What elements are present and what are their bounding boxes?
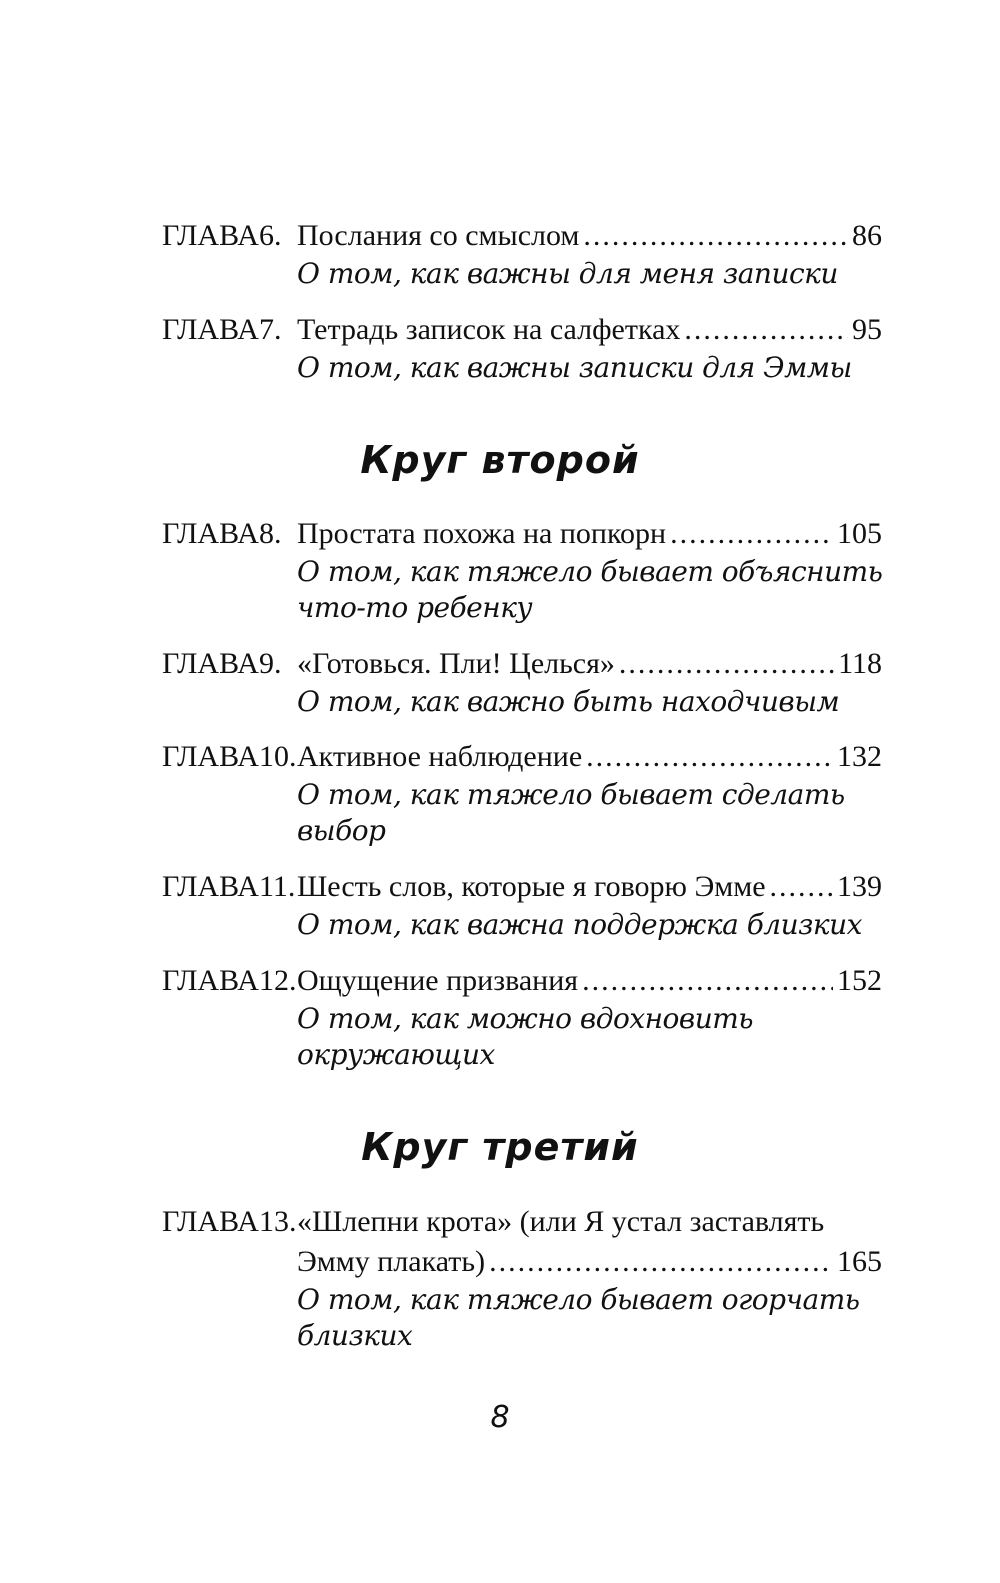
toc-entry	[162, 310, 882, 350]
page-ref: 139	[837, 870, 882, 903]
leader-dots	[583, 216, 848, 256]
chapter-title: Активное наблюдение	[297, 740, 583, 773]
chapter-number: 12.	[259, 964, 297, 997]
chapter-title: Послания со смыслом	[297, 219, 580, 252]
chapter-label: ГЛАВА	[162, 313, 259, 346]
chapter-subtitle: выбор	[297, 814, 386, 847]
leader-dots	[582, 961, 833, 1001]
toc-entry	[162, 514, 882, 554]
toc-entry	[162, 216, 882, 256]
chapter-subtitle: О том, как важно быть находчивым	[297, 685, 840, 718]
chapter-number: 6.	[259, 219, 282, 252]
chapter-number: 10.	[259, 740, 297, 773]
chapter-label: ГЛАВА	[162, 219, 259, 252]
page-ref: 165	[837, 1245, 882, 1278]
toc-entry	[162, 1202, 882, 1242]
chapter-number: 13.	[259, 1205, 297, 1238]
page-ref: 95	[852, 313, 882, 346]
chapter-number: 11.	[259, 870, 296, 903]
chapter-title: «Готовься. Пли! Целься»	[297, 647, 615, 680]
leader-dots	[489, 1242, 833, 1282]
chapter-label: ГЛАВА	[162, 740, 259, 773]
page-ref: 132	[837, 740, 882, 773]
chapter-subtitle: О том, как тяжело бывает огорчать	[297, 1283, 860, 1316]
leader-dots	[586, 737, 833, 777]
chapter-subtitle: окружающих	[297, 1038, 495, 1071]
leader-dots	[684, 310, 848, 350]
chapter-label: ГЛАВА	[162, 964, 259, 997]
chapter-label: ГЛАВА	[162, 647, 259, 680]
leader-dots	[670, 514, 833, 554]
chapter-number: 7.	[259, 313, 282, 346]
chapter-subtitle: близких	[297, 1319, 413, 1352]
toc-entry	[162, 867, 882, 907]
toc-entry	[162, 737, 882, 777]
chapter-subtitle: что-то ребенку	[297, 591, 533, 624]
chapter-label: ГЛАВА	[162, 517, 259, 550]
page-ref: 86	[852, 219, 882, 252]
chapter-title: Тетрадь записок на салфетках	[297, 313, 681, 346]
section-heading: Круг второй	[360, 438, 640, 482]
chapter-label: ГЛАВА	[162, 1205, 259, 1238]
leader-dots	[619, 644, 834, 684]
chapter-subtitle: О том, как важны записки для Эммы	[297, 351, 852, 384]
chapter-subtitle: О том, как важны для меня записки	[297, 257, 838, 290]
chapter-subtitle: О том, как тяжело бывает сделать	[297, 778, 845, 811]
toc-entry-continued	[162, 1242, 882, 1282]
toc-entry	[162, 961, 882, 1001]
chapter-number: 9.	[259, 647, 282, 680]
chapter-title: Шесть слов, которые я говорю Эмме	[297, 870, 766, 903]
page-ref: 152	[837, 964, 882, 997]
chapter-label: ГЛАВА	[162, 870, 259, 903]
toc-entry	[162, 644, 882, 684]
chapter-title-line1: «Шлепни крота» (или Я устал заставлять	[297, 1205, 825, 1238]
page-number: 8	[490, 1400, 510, 1435]
page-ref: 105	[837, 517, 882, 550]
chapter-title: Ощущение призвания	[297, 964, 579, 997]
chapter-subtitle: О том, как важна поддержка близких	[297, 908, 862, 941]
leader-dots	[770, 867, 833, 907]
chapter-title: Эмму плакать)	[297, 1245, 486, 1278]
section-heading: Круг третий	[361, 1125, 639, 1169]
page-ref: 118	[838, 647, 882, 680]
chapter-number: 8.	[259, 517, 282, 550]
chapter-subtitle: О том, как можно вдохновить	[297, 1002, 754, 1035]
chapter-subtitle: О том, как тяжело бывает объяснить	[297, 555, 883, 588]
chapter-title: Простата похожа на попкорн	[297, 517, 667, 550]
